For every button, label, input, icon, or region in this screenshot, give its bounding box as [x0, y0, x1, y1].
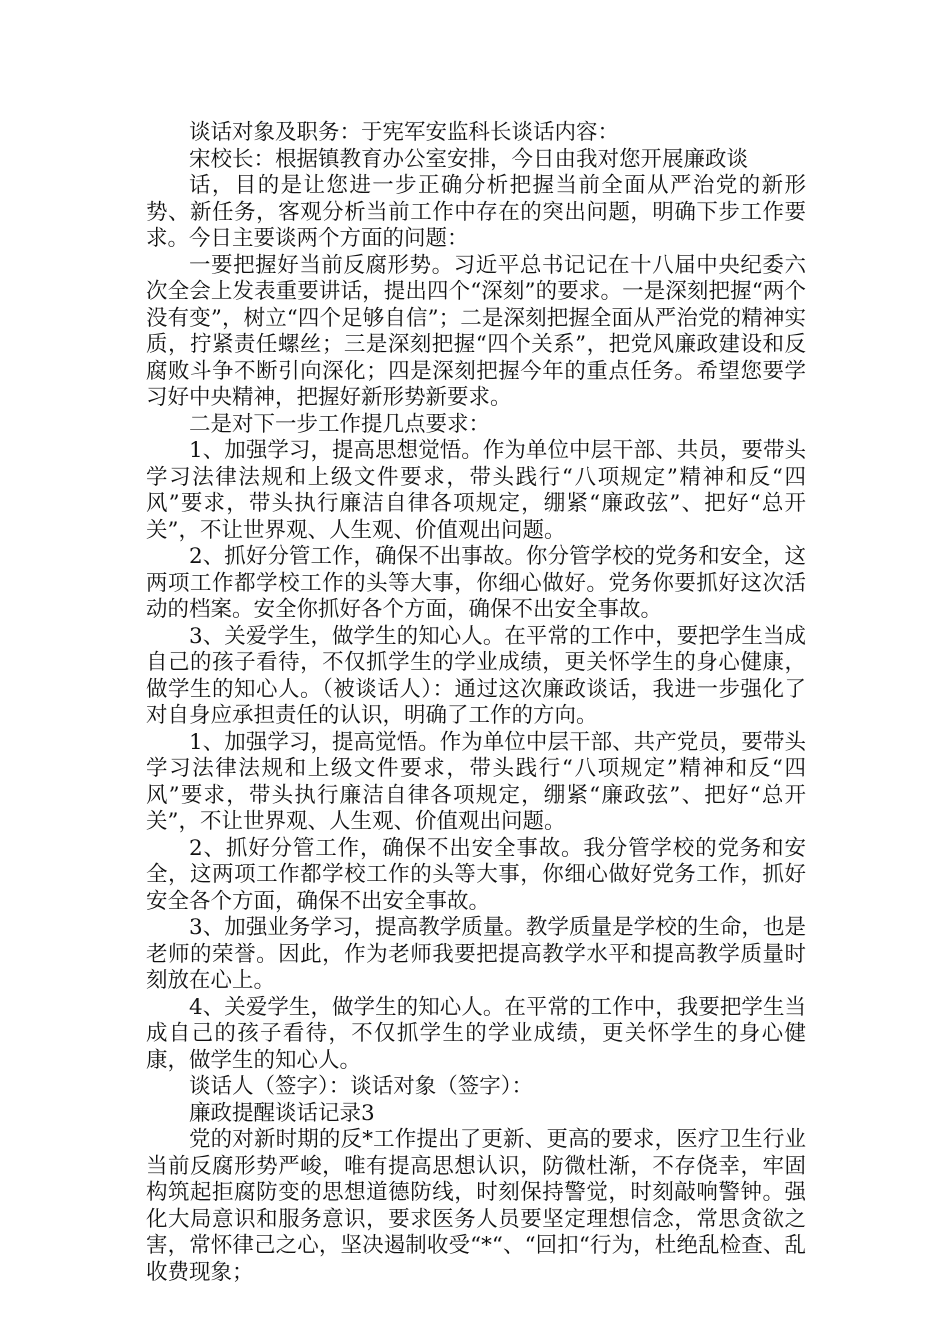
paragraph-requirement-3: 3、关爱学生，做学生的知心人。在平常的工作中，要把学生当成自己的孩子看待，不仅抓学生的学业成绩，更关怀学生的身心健康，做学生的知心人。（被谈话人）：通过这次廉政谈话，我进一步强化了对自身应承担责任的认识，明确了工作的方向。 [146, 623, 806, 728]
paragraph-opening-line: 宋校长：根据镇教育办公室安排，今日由我对您开展廉政谈 [189, 146, 749, 172]
paragraph-signatures: 谈话人（签字）：谈话对象（签字）： [189, 1074, 534, 1099]
paragraph-requirement-1: 1、加强学习，提高思想觉悟。作为单位中层干部、共员，要带头学习法律法规和上级文件要求，带头践行“八项规定”精神和反“四风”要求，带头执行廉洁自律各项规定，绷紧“廉政弦”、把好“总开关”，不让世界观、人生观、价值观出问题。 [146, 438, 806, 543]
paragraph-record-title: 廉政提醒谈话记录3 [189, 1100, 375, 1126]
paragraph-response-1: 1、加强学习，提高觉悟。作为单位中层干部、共产党员，要带头学习法律法规和上级文件要求，带头践行“八项规定”精神和反“四风”要求，带头执行廉洁自律各项规定，绷紧“廉政弦”、把好“总开关”，不让世界观、人生观、价值观出问题。 [146, 729, 806, 834]
document-body [146, 120, 806, 1286]
paragraph-medical-section: 党的对新时期的反*工作提出了更新、更高的要求，医疗卫生行业当前反腐形势严峻，唯有提高思想认识，防微杜渐，不存侥幸，牢固构筑起拒腐防变的思想道德防线，时刻保持警觉，时刻敲响警钟。强化大局意识和服务意识，要求医务人员要坚定理想信念，常思贪欲之害，常怀律己之心，坚决遏制收受“*“、“回扣“行为，杜绝乱检查、乱收费现象； [146, 1127, 806, 1285]
paragraph-purpose: 话，目的是让您进一步正确分析把握当前全面从严治党的新形势、新任务，客观分析当前工作中存在的突出问题，明确下步工作要求。今日主要谈两个方面的问题： [146, 173, 806, 251]
paragraph-requirement-2: 2、抓好分管工作，确保不出事故。你分管学校的党务和安全，这两项工作都学校工作的头等大事，你细心做好。党务你要抓好这次活动的档案。安全你抓好各个方面，确保不出安全事故。 [146, 544, 806, 622]
paragraph-response-4: 4、关爱学生，做学生的知心人。在平常的工作中，我要把学生当成自己的孩子看待，不仅抓学生的学业成绩，更关怀学生的身心健康，做学生的知心人。 [146, 994, 806, 1073]
paragraph-requirements-heading: 二是对下一步工作提几点要求： [189, 411, 491, 437]
paragraph-response-3: 3、加强业务学习，提高教学质量。教学质量是学校的生命，也是老师的荣誉。因此，作为老师我要把提高教学水平和提高教学质量时刻放在心上。 [146, 915, 806, 993]
paragraph-response-2: 2、抓好分管工作，确保不出安全事故。我分管学校的党务和安全，这两项工作都学校工作的头等大事，你细心做好党务工作，抓好安全各个方面，确保不出安全事故。 [146, 835, 806, 914]
paragraph-interview-subject: 谈话对象及职务：于宪军安监科长谈话内容： [189, 120, 620, 145]
paragraph-anti-corruption-situation: 一要把握好当前反腐形势。习近平总书记记在十八届中央纪委六次全会上发表重要讲话，提出四个“深刻”的要求。一是深刻把握“两个没有变”，树立“四个足够自信”；二是深刻把握全面从严治党的精神实质，拧紧责任螺丝；三是深刻把握“四个关系”，把党风廉政建设和反腐败斗争不断引向深化；四是深刻把握今年的重点任务。希望您要学习好中央精神，把握好新形势新要求。 [146, 252, 806, 410]
